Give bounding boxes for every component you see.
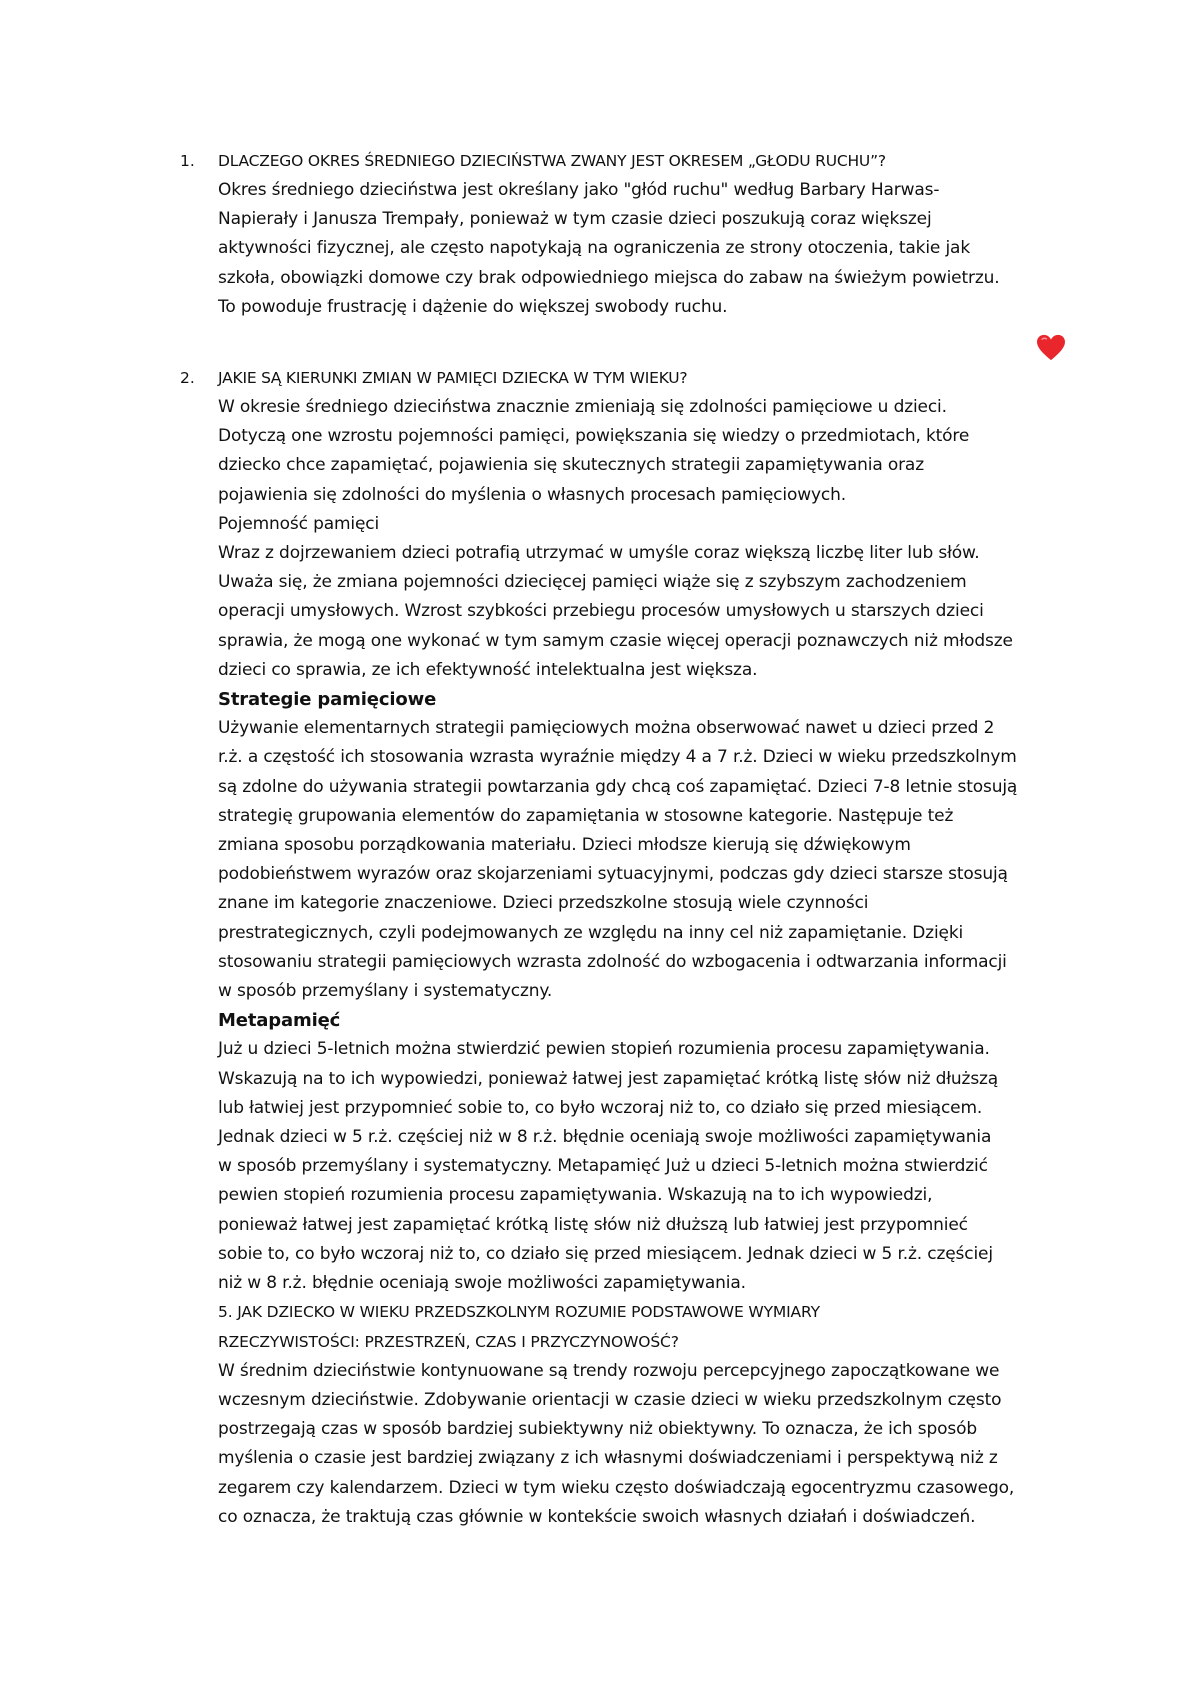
paragraph-line: pojawienia się zdolności do myślenia o własnych procesach pamięciowych. [218,484,846,505]
paragraph-line: znane im kategorie znaczeniowe. Dzieci przedszkolne stosują wiele czynności [218,893,869,914]
paragraph-line: lub łatwiej jest przypomnieć sobie to, co było wczoraj niż to, co działo się przed miesiącem. [218,1097,983,1118]
paragraph-line: W średnim dzieciństwie kontynuowane są trendy rozwoju percepcyjnego zapoczątkowane we [218,1360,1000,1381]
paragraph-line: w sposób przemyślany i systematyczny. Metapamięć Już u dzieci 5-letnich można stwierdzić [218,1156,988,1177]
paragraph-line: Jednak dzieci w 5 r.ż. częściej niż w 8 r.ż. błędnie oceniają swoje możliwości zapamiętywania [218,1127,992,1148]
paragraph-line: podobieństwem wyrazów oraz skojarzeniami sytuacyjnymi, podczas gdy dzieci starsze stosują [218,864,1008,885]
paragraph-line: To powoduje frustrację i dążenie do większej swobody ruchu. [218,296,728,317]
paragraph-line: r.ż. a częstość ich stosowania wzrasta wyraźnie między 4 a 7 r.ż. Dzieci w wieku przedszkolnym [218,747,1017,768]
capacity-heading: Pojemność pamięci [218,513,380,534]
paragraph-line: w sposób przemyślany i systematyczny. [218,981,553,1002]
paragraph-line: stosowaniu strategii pamięciowych wzrasta zdolność do wzbogacenia i odtwarzania informacji [218,951,1007,972]
paragraph-line: dziecko chce zapamiętać, pojawienia się skutecznych strategii zapamiętywania oraz [218,455,924,476]
paragraph-line: pewien stopień rozumienia procesu zapamiętywania. Wskazują na to ich wypowiedzi, [218,1185,933,1206]
paragraph-line: Wskazują na to ich wypowiedzi, ponieważ łatwej jest zapamiętać krótką listę słów niż dłuższą [218,1068,999,1089]
question-1-number: 1. [180,152,195,170]
paragraph-line: są zdolne do używania strategii powtarzania gdy chcą coś zapamiętać. Dzieci 7-8 letnie stosują [218,776,1018,797]
paragraph-line: Uważa się, że zmiana pojemności dziecięcej pamięci wiąże się z szybszym zachodzeniem [218,572,967,593]
question-2-title: JAKIE SĄ KIERUNKI ZMIAN W PAMIĘCI DZIECKA W TYM WIEKU? [218,369,688,387]
paragraph-line: zmiana sposobu porządkowania materiału. Dzieci młodsze kierują się dźwiękowym [218,835,911,856]
question-5-title: RZECZYWISTOŚCI: PRZESTRZEŃ, CZAS I PRZYCZYNOWOŚĆ? [218,1332,679,1351]
strategies-heading: Strategie pamięciowe [218,689,437,711]
paragraph-line: niż w 8 r.ż. błędnie oceniają swoje możliwości zapamiętywania. [218,1273,746,1294]
question-2-number: 2. [180,369,195,387]
paragraph-line: zegarem czy kalendarzem. Dzieci w tym wieku często doświadczają egocentryzmu czasowego, [218,1477,1015,1498]
question-1-answer [218,176,1068,322]
paragraph-line: dzieci co sprawia, ze ich efektywność intelektualna jest większa. [218,659,758,680]
paragraph-line: Napierały i Janusza Trempały, ponieważ w tym czasie dzieci poszukują coraz większej [218,209,932,230]
paragraph-line: W okresie średniego dzieciństwa znacznie zmieniają się zdolności pamięciowe u dzieci. [218,397,947,417]
paragraph-line: sobie to, co było wczoraj niż to, co działo się przed miesiącem. Jednak dzieci w 5 r.ż. częściej [218,1243,993,1264]
paragraph-line: operacji umysłowych. Wzrost szybkości przebiegu procesów umysłowych u starszych dzieci [218,601,984,622]
metamemory-heading: Metapamięć [218,1010,341,1032]
paragraph-line: sprawia, że mogą one wykonać w tym samym czasie więcej operacji poznawczych niż młodsze [218,630,1013,651]
heart-icon [1036,334,1066,362]
paragraph-line: strategię grupowania elementów do zapamiętania w stosowne kategorie. Następuje też [218,805,954,826]
paragraph-line: Dotyczą one wzrostu pojemności pamięci, powiększania się wiedzy o przedmiotach, które [218,426,970,447]
paragraph-line: szkoła, obowiązki domowe czy brak odpowiedniego miejsca do zabaw na świeżym powietrzu. [218,267,1000,288]
paragraph-line: postrzegają czas w sposób bardziej subiektywny niż obiektywny. To oznacza, że ich sposób [218,1419,977,1440]
question-5-title: 5. JAK DZIECKO W WIEKU PRZEDSZKOLNYM ROZUMIE PODSTAWOWE WYMIARY [218,1303,820,1322]
paragraph-line: aktywności fizycznej, ale często napotykają na ograniczenia ze strony otoczenia, takie jak [218,238,971,259]
question-2-answer [218,393,1068,1532]
paragraph-line: Okres średniego dzieciństwa jest określany jako "głód ruchu" według Barbary Harwas- [218,180,940,200]
paragraph-line: Używanie elementarnych strategii pamięciowych można obserwować nawet u dzieci przed 2 [218,718,995,739]
paragraph-line: ponieważ łatwej jest zapamiętać krótką listę słów niż dłuższą lub łatwiej jest przypomnieć [218,1214,968,1235]
paragraph-line: co oznacza, że traktują czas głównie w kontekście swoich własnych działań i doświadczeń. [218,1506,976,1527]
paragraph-line: prestrategicznych, czyli podejmowanych ze względu na inny cel niż zapamiętanie. Dzięki [218,922,964,943]
paragraph-line: Wraz z dojrzewaniem dzieci potrafią utrzymać w umyśle coraz większą liczbę liter lub słów. [218,543,980,564]
paragraph-line: wczesnym dzieciństwie. Zdobywanie orientacji w czasie dzieci w wieku przedszkolnym często [218,1389,1002,1410]
question-1-title: DLACZEGO OKRES ŚREDNIEGO DZIECIŃSTWA ZWANY JEST OKRESEM „GŁODU RUCHU”? [218,152,886,170]
paragraph-line: Już u dzieci 5-letnich można stwierdzić pewien stopień rozumienia procesu zapamiętywania. [218,1039,990,1060]
paragraph-line: myślenia o czasie jest bardziej związany z ich własnymi doświadczeniami i perspektywą niż z [218,1448,998,1469]
